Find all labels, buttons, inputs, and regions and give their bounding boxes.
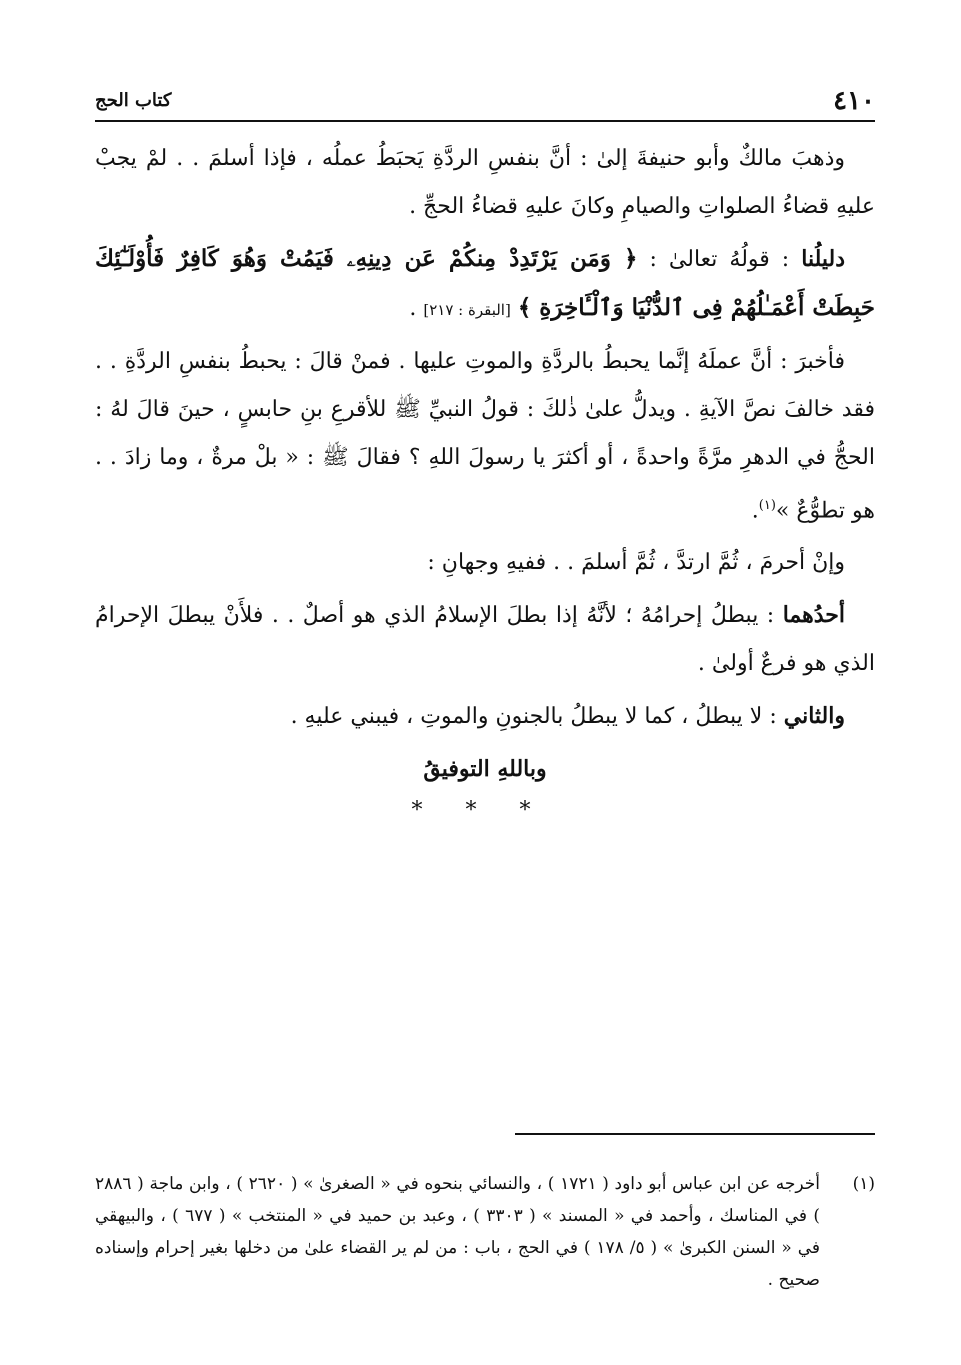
footnote-text: أخرجه عن ابن عباس أبو داود ( ١٧٢١ ) ، والنسائي بنحوه في « الصغرىٰ » ( ٢٦٢٠ ) ، وابن ماجة ( ٢٨٨٦ ) في المناسك ، وأحمد في « المسند » ( ٣٣٠٣ ) ، وعبد بن حميد في « المنتخب » ( ٦٧٧ ) ، والبيهقي في « السنن الكبرىٰ » ( ٥/ ١٧٨ ) في الحج ، باب : من لم ير القضاء علىٰ من دخلها بغير إحرام وإسناده صحيح . (95, 1174, 821, 1290)
paragraph-text: : لا يبطلُ ، كما لا يبطلُ بالجنونِ والموتِ ، فيبني عليهِ . (290, 704, 784, 730)
running-title: كتاب الحج (95, 90, 172, 111)
paragraph-text: : قولُهُ تعالىٰ : (637, 247, 802, 272)
quran-verse: ﴿ وَمَن يَرْتَدِدْ مِنكُمْ عَن دِينِهِۦ فَيَمُتْ وَهُوَ كَافِرٌ فَأُوْلَـٰٓئِكَ حَبِطَتْ أَعْمَـٰلُهُمْ فِى ٱلدُّنْيَا وَٱلْـَٔاخِرَةِ ﴾ (95, 245, 875, 321)
lead-word: والثاني (783, 703, 845, 730)
paragraph-first-view (95, 591, 875, 688)
verse-reference: [البقرة : ٢١٧] (423, 301, 511, 319)
paragraph-text: . (751, 498, 759, 524)
paragraph-text: . (409, 296, 424, 321)
footnote-number: (١) (852, 1174, 875, 1194)
footnote (95, 1168, 875, 1296)
paragraph-second-view (95, 692, 875, 741)
paragraph-ihram (95, 539, 875, 587)
main-text (95, 135, 875, 797)
paragraph-explanation (95, 338, 875, 535)
page-header (95, 82, 875, 122)
footnote-separator (515, 1133, 875, 1135)
paragraph-madhhab (95, 135, 875, 231)
paragraph-text: وذهبَ مالكٌ وأبو حنيفةَ إلىٰ : أنَّ بنفسِ الردَّةِ يَحبَطُ عملُه ، فإذا أسلمَ . . لمْ يجبْ عليهِ قضاءُ الصلواتِ والصيامِ وكانَ عليهِ قضاءُ الحجِّ . (95, 146, 875, 219)
paragraph-text: : يبطلُ إحرامُهُ ؛ لأنَّهُ إذا بطلَ الإسلامُ الذي هو أصلٌ . . فلأَنْ يبطلَ الإحرامُ الذي هو فرعٌ أولىٰ . (95, 603, 875, 677)
paragraph-evidence (95, 235, 875, 334)
paragraph-text: وإنْ أحرمَ ، ثُمَّ ارتدَّ ، ثُمَّ أسلمَ . . ففيهِ وجهانِ : (427, 550, 845, 576)
page-number: ٤١٠ (833, 86, 875, 116)
paragraph-text: فأخبرَ : أنَّ عملَهُ إنَّما يحبطُ بالردَّةِ والموتِ عليها . فمنْ قالَ : يحبطُ بنفسِ الردَّةِ . . فقد خالفَ نصَّ الآيةِ . ويدلُّ علىٰ ذٰلكَ : قولُ النبيِّ ﷺ للأقرعِ بنِ حابسٍ ، حينَ قالَ لهُ : الحجُّ في الدهرِ مرَّةً واحدةً ، أو أكثرَ يا رسولَ اللهِ ؟ فقالَ ﷺ : « بلْ مرةٌ ، وما زادَ . . هو تطوُّعٌ » (95, 349, 875, 524)
closing-phrase: وباللهِ التوفيقُ (423, 756, 547, 783)
footnote-mark[interactable]: (١) (758, 498, 776, 513)
lead-word: أحدُهما (782, 602, 845, 629)
section-divider-stars: * * * (411, 798, 549, 823)
lead-word: دليلُنا (801, 246, 846, 272)
